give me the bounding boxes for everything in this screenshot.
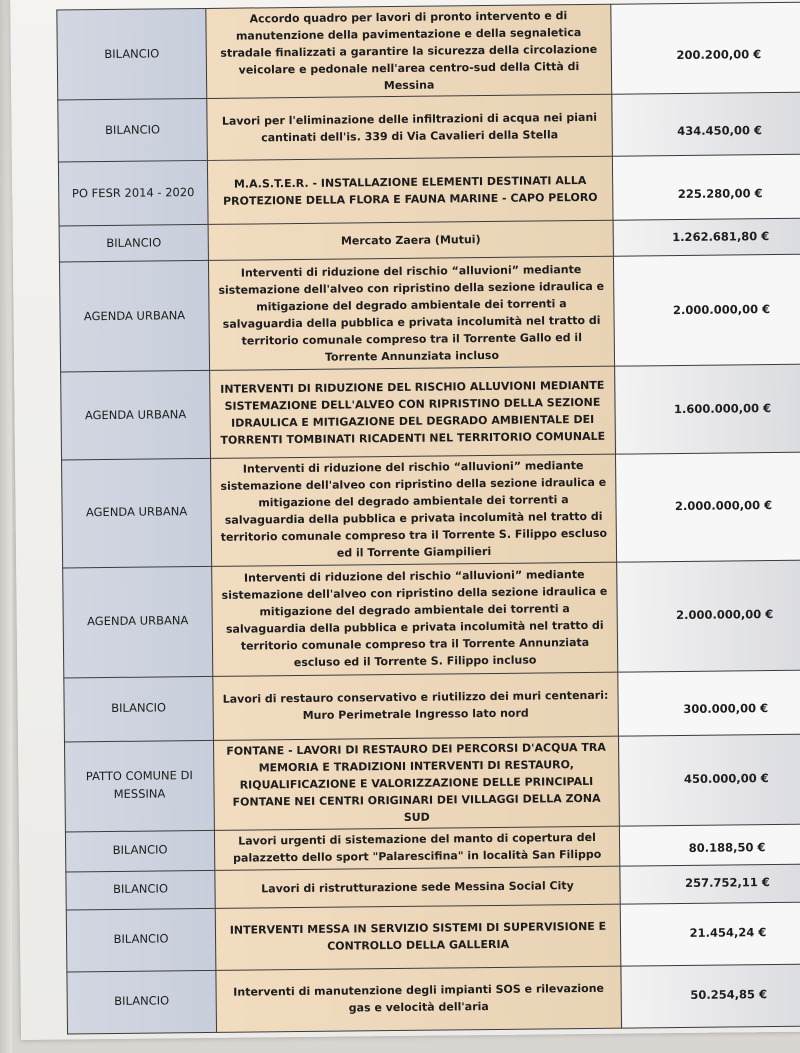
amount-cell: 2.000.000,00 €	[617, 559, 800, 671]
description-cell: Lavori urgenti di sistemazione del manto di copertura del palazzetto dello sport "Palarescifina" in località San Filippo	[214, 826, 619, 870]
amount-cell: 1.262.681,80 €	[613, 218, 800, 256]
amount-cell	[612, 154, 800, 220]
funding-source-cell: BILANCIO	[67, 970, 217, 1034]
table-row	[58, 92, 800, 162]
funding-source-cell: AGENDA URBANA	[61, 371, 211, 461]
table-row	[62, 452, 800, 567]
amount-value: 200.200,00 €	[676, 46, 762, 62]
funding-source-cell: PO FESR 2014 - 2020	[58, 161, 208, 227]
document-page	[10, 0, 800, 1040]
amount-value: 434.450,00 €	[677, 122, 763, 138]
paper-edge-shadow	[0, 0, 12, 1053]
description-cell: Mercato Zaera (Mutui)	[208, 220, 613, 260]
amount-value: 225.280,00 €	[677, 185, 763, 201]
description-cell: Lavori di restauro conservativo e riutilizzo dei muri centenari: Muro Perimetrale Ingresso lato nord	[213, 672, 619, 740]
table-row	[66, 902, 800, 972]
description-cell: Interventi di riduzione del rischio “alluvioni” mediante sistemazione dell'alveo con ripristino della sezione idraulica e mitigazione del degrado ambientale dei torrenti a salvaguardia della pubblica e privata incolumità nel tratto di territorio comunale compreso tra il Torrente Annunziata escluso ed il Torrente S. Filippo incluso	[212, 562, 618, 676]
amount-cell: 257.752,11 €	[620, 864, 800, 904]
table-row	[67, 964, 800, 1034]
funding-source-cell: BILANCIO	[58, 99, 208, 163]
description-cell: Interventi di riduzione del rischio “alluvioni” mediante sistemazione dell'alveo con ripristino della sezione idraulica e mitigazione del degrado ambientale dei torrenti a salvaguardia della pubblica e privata incolumità nel tratto di territorio comunale compreso tra il Torrente S. Filippo escluso ed il Torrente Giampilieri	[211, 454, 617, 566]
amount-value: 80.188,50 €	[688, 840, 766, 856]
table-row	[61, 364, 800, 460]
table-row	[64, 733, 800, 831]
funding-source-cell: AGENDA URBANA	[59, 261, 209, 373]
funding-source-cell: AGENDA URBANA	[62, 459, 212, 568]
table-row	[63, 559, 800, 677]
description-cell: Interventi di manutenzione degli impianti SOS e rilevazione gas e velocità dell'aria	[216, 966, 622, 1032]
funding-source-cell: PATTO COMUNE DI MESSINA	[64, 740, 214, 832]
description-cell: M.A.S.T.E.R. - INSTALLAZIONE ELEMENTI DESTINATI ALLA PROTEZIONE DELLA FLORA E FAUNA MARINE - CAPO PELORO	[207, 156, 613, 224]
amount-cell	[612, 92, 800, 156]
table-row	[59, 254, 800, 372]
amount-cell: 2.000.000,00 €	[616, 452, 800, 562]
description-cell: FONTANE - LAVORI DI RESTAURO DEI PERCORSI D'ACQUA TRA MEMORIA E TRADIZIONI INTERVENTI DI RESTAURO, RIQUALIFICAZIONE E VALORIZZAZIONE DELLE PRINCIPALI FONTANE NEI CENTRI ORIGINARI DEI VILLAGGI DELLA ZONA SUD	[213, 736, 619, 830]
amount-value: 300.000,00 €	[683, 701, 769, 717]
description-cell: Interventi di riduzione del rischio “alluvioni” mediante sistemazione dell'alveo con ripristino della sezione idraulica e mitigazione del degrado ambientale dei torrenti a salvaguardia della pubblica e privata incolumità nel tratto di territorio comunale compreso tra il Torrente Gallo ed il Torrente Annunziata incluso	[208, 256, 614, 370]
funding-source-cell: AGENDA URBANA	[63, 566, 213, 678]
amount-cell: 450.000,00 €	[618, 733, 800, 825]
funding-source-cell: BILANCIO	[66, 870, 215, 910]
funding-source-cell: BILANCIO	[66, 908, 216, 972]
amount-cell	[611, 2, 800, 94]
works-funding-table	[56, 1, 800, 1034]
funding-source-cell: BILANCIO	[64, 676, 214, 742]
amount-cell: 50.254,85 €	[621, 964, 800, 1028]
description-cell: Lavori di ristrutturazione sede Messina Social City	[215, 866, 620, 908]
description-cell: INTERVENTI DI RIDUZIONE DEL RISCHIO ALLUVIONI MEDIANTE SISTEMAZIONE DELL'ALVEO CON RIPRISTINO DELLA SEZIONE IDRAULICA E MITIGAZIONE DEL DEGRADO AMBIENTALE DEI TORRENTI TOMBINATI RICADENTI NEL TERRITORIO COMUNALE	[210, 366, 616, 458]
funding-source-cell: BILANCIO	[57, 8, 207, 100]
amount-cell	[619, 824, 800, 866]
amount-cell	[618, 669, 800, 735]
table-row	[58, 154, 800, 226]
amount-cell: 2.000.000,00 €	[613, 254, 800, 366]
table-row	[57, 2, 800, 100]
funding-source-cell: BILANCIO	[59, 225, 208, 263]
description-cell: Lavori per l'eliminazione delle infiltrazioni di acqua nei piani cantinati dell'is. 339 di Via Cavalieri della Stella	[207, 94, 613, 160]
description-cell: INTERVENTI MESSA IN SERVIZIO SISTEMI DI SUPERVISIONE E CONTROLLO DELLA GALLERIA	[215, 904, 621, 970]
amount-cell: 21.454,24 €	[620, 902, 800, 966]
table-row	[64, 669, 800, 741]
amount-cell: 1.600.000,00 €	[615, 364, 800, 454]
funding-source-cell: BILANCIO	[65, 830, 214, 872]
description-cell: Accordo quadro per lavori di pronto intervento e di manutenzione della pavimentazione e della segnaletica stradale finalizzati a garantire la sicurezza della circolazione veicolare e pedonale nell'area centro-sud della Città di Messina	[206, 4, 612, 98]
